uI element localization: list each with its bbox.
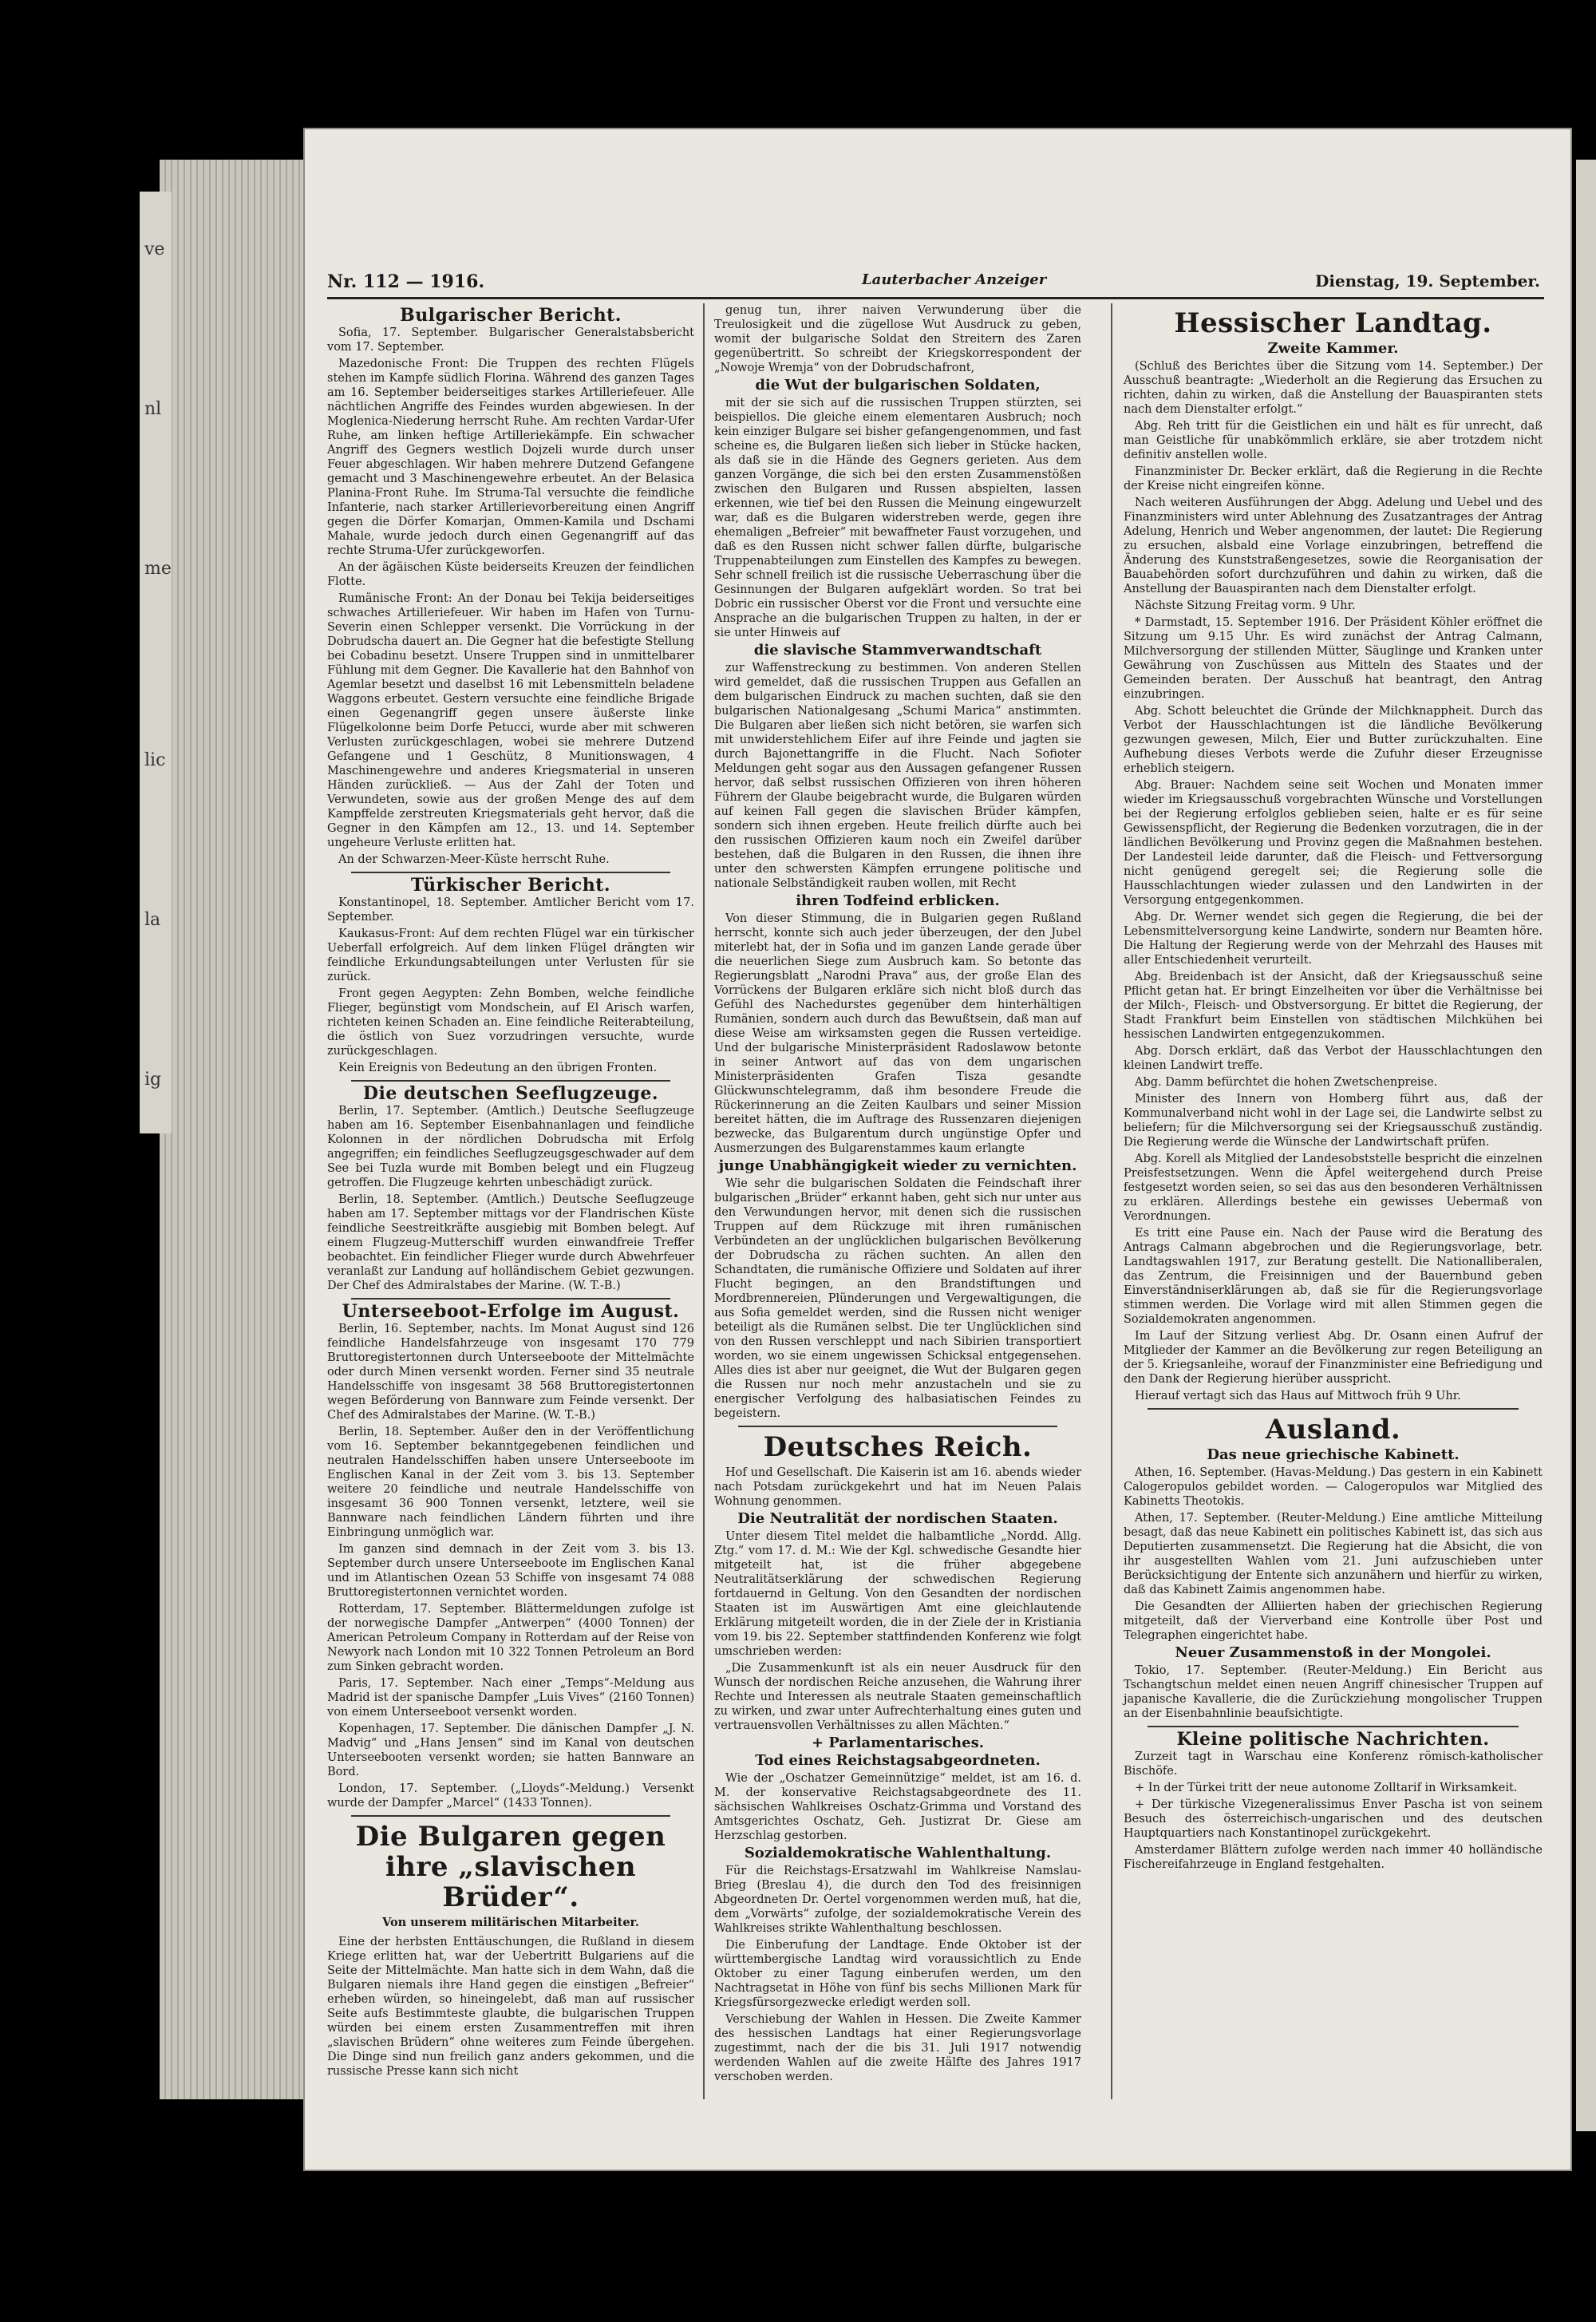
subheading: Neuer Zusammenstoß in der Mongolei. bbox=[1175, 1644, 1491, 1661]
paragraph: Amsterdamer Blättern zufolge werden nach immer 40 holländische Fischereifahrzeuge in England festgehalten. bbox=[1124, 1844, 1543, 1871]
paragraph: Abg. Dorsch erklärt, daß das Verbot der Hausschlachtungen den kleinen Landwirt treffe. bbox=[1124, 1045, 1543, 1072]
margin-fragment: me bbox=[144, 559, 172, 579]
subheading: junge Unabhängigkeit wieder zu vernichten. bbox=[718, 1157, 1077, 1174]
issue-number: Nr. 112 — 1916. bbox=[327, 271, 485, 292]
paragraph: Abg. Reh tritt für die Geistlichen ein und hält es für unrecht, daß man Geistliche für unabkömmlich erkläre, sie aber trotzdem nicht definitiv anstellen wolle. bbox=[1124, 420, 1543, 461]
paragraph: Im Lauf der Sitzung verliest Abg. Dr. Osann einen Aufruf der Mitglieder der Kammer an die Bevölkerung zur regen Beteiligung an der 5. Kriegsanleihe, worauf der Finanzminister eine Befriedigung und den Dank der Regierung hierüber ausspricht. bbox=[1124, 1330, 1543, 1386]
article-title: Die Bulgaren gegen ihre „slavischen Brüder“. bbox=[355, 1821, 666, 1913]
paragraph: Abg. Schott beleuchtet die Gründe der Milchknappheit. Durch das Verbot der Hausschlachtungen ist die ländliche Bevölkerung gezwungen gewesen, Milch, Eier und Butter zurückzuhalten. Eine Aufhebung dieses Verbots werde die Zufuhr dieser Erzeugnisse erheblich steigern. bbox=[1124, 705, 1543, 775]
separator bbox=[351, 1080, 670, 1082]
section-title: Ausland. bbox=[1265, 1414, 1401, 1446]
paragraph: Sofia, 17. September. Bulgarischer Generalstabsbericht vom 17. September. bbox=[327, 326, 694, 354]
subheading: Die Neutralität der nordischen Staaten. bbox=[737, 1510, 1058, 1527]
paragraph: Hierauf vertagt sich das Haus auf Mittwoch früh 9 Uhr. bbox=[1135, 1390, 1461, 1402]
column-1 bbox=[327, 303, 694, 2083]
paragraph: Kaukasus-Front: Auf dem rechten Flügel war ein türkischer Ueberfall erfolgreich. Auf dem linken Flügel drängten wir feindliche Erkundungsabteilungen unter Verlusten für sie zurück. bbox=[327, 928, 694, 983]
margin-fragment: la bbox=[144, 910, 161, 930]
paragraph: London, 17. September. („Lloyds“-Meldung.) Versenkt wurde der Dampfer „Marcel“ (1433 Tonnen). bbox=[327, 1782, 694, 1810]
subheading: die Wut der bulgarischen Soldaten, bbox=[755, 377, 1041, 394]
paragraph: Die Einberufung der Landtage. Ende Oktober ist der württembergische Landtag wird voraussichtlich zu Ende Oktober zu einer Tagung einberufen werden, um den Nachtragsetat in Höhe von fünf bis sechs Millionen Mark für Kriegsfürsorgezwecke erledigt werden soll. bbox=[714, 1939, 1081, 2009]
subheading: Tod eines Reichstagsabgeordneten. bbox=[755, 1752, 1041, 1769]
paragraph: „Die Zusammenkunft ist als ein neuer Ausdruck für den Wunsch der nordischen Reiche anzusehen, die Wahrung ihrer Rechte und Interessen als neutrale Staaten gemeinschaftlich zu wirken, und zwar unter Aufrechterhaltung eines guten und vertrauensvollen Verhältnisses zu allen Mächten.“ bbox=[714, 1662, 1081, 1732]
section-title: Deutsches Reich. bbox=[763, 1431, 1033, 1463]
paragraph: Berlin, 18. September. Außer den in der Veröffentlichung vom 16. September bekanntgegebenen feindlichen und neutralen Handelsschiffen haben unsere Unterseeboote im Englischen Kanal in der Zeit vom 3. bis 13. September weitere 20 feindliche und neutrale Handelsschiffe von insgesamt 36 900 Tonnen versenkt, letztere, weil sie Bannware nach feindlichen Ländern führten und ihre Einbringung unmöglich war. bbox=[327, 1426, 694, 1539]
paragraph: Wie sehr die bulgarischen Soldaten die Feindschaft ihrer bulgarischen „Brüder“ erkannt haben, geht sich nur unter aus den Verwundungen hervor, mit denen sich die russischen Truppen auf dem Rückzuge mit ihren rumänischen Verbündeten an der unglücklichen bulgarischen Bevölkerung der Dobrudscha zu rächen suchten. An allen den Schandtaten, die rumänische Offiziere und Soldaten auf ihrer Flucht begingen, an den Brandstiftungen und Mordbrennereien, Plünderungen und Vergewaltigungen, die aus Sofia gemeldet werden, sind die Russen nicht weniger beteiligt als die Rumänen selbst. Die ter Unglücklichen sind von den Russen verschleppt und nach Sibirien transportiert worden, wo sie einem ungewissen Schicksal entgegensehen. Alles dies ist aber nur geeignet, die Wut der Bulgaren gegen die Russen nur noch mehr anzustacheln und sie zu energischer Verfolgung des halbasiatischen Feindes zu begeistern. bbox=[714, 1177, 1081, 1420]
paragraph: Eine der herbsten Enttäuschungen, die Rußland in diesem Kriege erlitten hat, war der Uebertritt Bulgariens auf die Seite der Mittelmächte. Man hatte sich in dem Wahn, daß die Bulgaren niemals ihre Hand gegen die einstigen „Befreier“ erheben würden, so hineingelebt, daß man auf russischer Seite aufs Bestimmteste glaubte, die bulgarischen Truppen würden bei einem ersten Zusammentreffen mit ihren „slavischen Brüdern“ ohne weiteres zum Feinde übergehen. Die Dinge sind nun freilich ganz anders gekommen, und die russische Presse kann sich nicht bbox=[327, 1936, 694, 2078]
subheading: Zweite Kammer. bbox=[1267, 340, 1399, 357]
subheading: ihren Todfeind erblicken. bbox=[796, 892, 1000, 909]
newspaper-name: Lauterbacher Anzeiger bbox=[862, 271, 1047, 288]
separator bbox=[351, 872, 670, 873]
paragraph: Berlin, 17. September. (Amtlich.) Deutsche Seeflugzeuge haben am 16. September Eisenbahnanlagen und feindliche Kolonnen in der nördlichen Dobrudscha mit Erfolg angegriffen; ein feindliches Seeflugzeugsgeschwader auf dem See bei Tuzla wurde mit Bomben belegt und ein Flugzeug getroffen. Die Flugzeuge kehrten unbeschädigt zurück. bbox=[327, 1105, 694, 1189]
section-title: Hessischer Landtag. bbox=[1174, 307, 1492, 339]
paragraph: + In der Türkei tritt der neue autonome Zolltarif in Wirksamkeit. bbox=[1135, 1782, 1518, 1794]
paragraph: Rotterdam, 17. September. Blättermeldungen zufolge ist der norwegische Dampfer „Antwerpen“ (4000 Tonnen) der American Petroleum Company in Rotterdam auf der Reise von Newyork nach London mit 10 322 Tonnen Petroleum an Bord zum Sinken gebracht worden. bbox=[327, 1603, 694, 1673]
subheading: die slavische Stammverwandtschaft bbox=[753, 642, 1042, 659]
paragraph: Front gegen Aegypten: Zehn Bomben, welche feindliche Flieger, begünstigt vom Mondschein, auf El Arisch warfen, richteten keinen Schaden an. Eine feindliche Reiterabteilung, die östlich von Suez vorzudringen versuchte, wurde zurückgeschlagen. bbox=[327, 987, 694, 1058]
paragraph: genug tun, ihrer naiven Verwunderung über die Treulosigkeit und die zügellose Wut Ausdruck zu geben, womit der bulgarische Soldat den Streitern des Zaren gegenübertritt. So schreibt der Kriegskorrespondent der „Nowoje Wremja“ von der Dobrudschafront, bbox=[714, 304, 1081, 374]
paragraph: Mazedonische Front: Die Truppen des rechten Flügels stehen im Kampfe südlich Florina. Während des ganzen Tages am 16. September beiderseitiges starkes Artilleriefeuer. Alle nächtlichen Angriffe des Feindes wurden abgewiesen. In der Moglenica-Niederung herrscht Ruhe. Am rechten Vardar-Ufer Ruhe, am linken heftige Artilleriekämpfe. Ein schwacher Angriff des Gegners westlich Dojzeli wurde durch unser Feuer abgeschlagen. Wir haben mehrere Dutzend Gefangene gemacht und 3 Maschinengewehre erbeutet. An der Belasica Planina-Front Ruhe. Im Struma-Tal versuchte die feindliche Infanterie, nach starker Artillerievorbereitung einen Angriff gegen die Dörfer Komarjan, Ommen-Kamila und Dschami Mahale, wurde jedoch durch einen Gegenangriff auf das rechte Struma-Ufer zurückgeworfen. bbox=[327, 358, 694, 557]
paragraph: Verschiebung der Wahlen in Hessen. Die Zweite Kammer des hessischen Landtags hat einer Regierungsvorlage zugestimmt, nach der die bis 31. Juli 1917 notwendig werdenden Wahlen auf die zweite Hälfte des Jahres 1917 verschoben werden. bbox=[714, 2013, 1081, 2083]
subheading: + Parlamentarisches. bbox=[812, 1735, 984, 1751]
paragraph: Abg. Damm befürchtet die hohen Zwetschenpreise. bbox=[1135, 1076, 1438, 1089]
paragraph: Paris, 17. September. Nach einer „Temps“-Meldung aus Madrid ist der spanische Dampfer „Luis Vives“ (2160 Tonnen) von einem Unterseeboot versenkt worden. bbox=[327, 1677, 694, 1719]
paragraph: Kopenhagen, 17. September. Die dänischen Dampfer „J. N. Madvig“ und „Hans Jensen“ sind im Kanal von deutschen Unterseebooten versenkt worden; sie hatten Bannware an Bord. bbox=[327, 1723, 694, 1778]
separator bbox=[351, 1815, 670, 1817]
column-2 bbox=[714, 303, 1081, 2139]
paragraph: Athen, 17. September. (Reuter-Meldung.) Eine amtliche Mitteilung besagt, daß das neue Kabinett ein politisches Kabinett ist, das sich aus Deputierten zusammensetzt. Die Regierung hat die Absicht, die von ihr ausgestellten Wahlen vom 21. Juni aufzuschieben unter Berücksichtigung der Entente sich anzunähern und hierfür zu wirken, daß das Kabinett Zaimis angenommen habe. bbox=[1124, 1512, 1543, 1596]
masthead-rule bbox=[327, 297, 1544, 299]
subheading: Sozialdemokratische Wahlenthaltung. bbox=[744, 1845, 1052, 1861]
paragraph: (Schluß des Berichtes über die Sitzung vom 14. September.) Der Ausschuß beantragte: „Wiederholt an die Regierung das Ersuchen zu richten, dahin zu wirken, daß die Anstellung der Bauaspiranten stets nach dem Dienstalter erfolgt.“ bbox=[1124, 360, 1543, 416]
paragraph: Konstantinopel, 18. September. Amtlicher Bericht vom 17. September. bbox=[327, 896, 694, 924]
paragraph: * Darmstadt, 15. September 1916. Der Präsident Köhler eröffnet die Sitzung um 9.15 Uhr. Es wird zunächst der Antrag Calmann, Milchversorgung der stillenden Mütter, Säuglinge und Kranken unter Gewährung von Zuschüssen aus Mitteln des Staates und der Gemeinden beraten. Der Ausschuß hat beantragt, den Antrag einzubringen. bbox=[1124, 616, 1543, 701]
paragraph: Abg. Korell als Mitglied der Landesobststelle bespricht die einzelnen Preisfestsetzungen. Wenn die Äpfel weitergehend durch Preise festgesetzt worden seien, so sei das aus den besonderen Verhältnissen zu erklären. Allerdings bestehe ein gewisses Uebermaß von Verordnungen. bbox=[1124, 1153, 1543, 1223]
paragraph: Berlin, 16. September, nachts. Im Monat August sind 126 feindliche Handelsfahrzeuge von insgesamt 170 779 Bruttoregistertonnen durch Unterseeboote der Mittelmächte oder durch Minen versenkt worden. Ferner sind 35 neutrale Handelsschiffe von insgesamt 38 568 Bruttoregistertonnen wegen Beförderung von Bannware zum Feinde versenkt. Der Chef des Admiralstabes der Marine. (W. T.-B.) bbox=[327, 1323, 694, 1422]
paragraph: Im ganzen sind demnach in der Zeit vom 3. bis 13. September durch unsere Unterseeboote im Englischen Kanal und im Atlantischen Ozean 53 Schiffe von insgesamt 74 088 Bruttoregistertonnen vernichtet worden. bbox=[327, 1543, 694, 1599]
paragraph: Finanzminister Dr. Becker erklärt, daß die Regierung in die Rechte der Kreise nicht eingreifen könne. bbox=[1124, 465, 1543, 492]
paragraph: Es tritt eine Pause ein. Nach der Pause wird die Beratung des Antrags Calmann abgebrochen und die Regierungsvorlage, betr. Landtagswahlen 1917, zur Beratung gestellt. Die Nationalliberalen, das Zentrum, die Freisinnigen und der Bauernbund geben Einverständniserklärungen ab, daß sie für die Regierungsvorlage stimmen werden. Die Vorlage wird mit allen Stimmen gegen die Sozialdemokraten angenommen. bbox=[1124, 1227, 1543, 1326]
issue-date: Dienstag, 19. September. bbox=[1315, 271, 1540, 291]
paragraph: Für die Reichstags-Ersatzwahl im Wahlkreise Namslau-Brieg (Breslau 4), die durch den Tod des freisinnigen Abgeordneten Dr. Oertel vorgenommen werden muß, hat die, dem „Vorwärts“ zufolge, der sozialdemokratische Verein des Wahlkreises strikte Wahlenthaltung beschlossen. bbox=[714, 1865, 1081, 1935]
paragraph: Tokio, 17. September. (Reuter-Meldung.) Ein Bericht aus Tschangtschun meldet einen neuen Angriff chinesischer Truppen auf japanische Kavallerie, die die Zurückziehung mongolischer Truppen an der Eisenbahnlinie beaufsichtigte. bbox=[1124, 1664, 1543, 1720]
section-title: Kleine politische Nachrichten. bbox=[1176, 1729, 1490, 1750]
paragraph: Abg. Brauer: Nachdem seine seit Wochen und Monaten immer wieder im Kriegsausschuß vorgebrachten Wünsche und Vorstellungen bei der Regierung erfolglos geblieben seien, halte er es für seine Gewissenspflicht, der Regierung die Bedenken vorzutragen, die in der ländlichen Bevölkerung und Provinz gegen die Maßnahmen bestehen. Der Landesteil leide darunter, daß die Fleisch- und Fettversorgung nicht genügend geregelt sei; die Regierung solle die Hausschlachtungen wieder zulassen und den Landwirten in der Versorgung entgegenkommen. bbox=[1124, 779, 1543, 907]
paragraph: Von dieser Stimmung, die in Bulgarien gegen Rußland herrscht, konnte sich auch jeder überzeugen, der den Jubel miterlebt hat, der in Sofia und im ganzen Lande gerade über die neuerlichen Siege zum Ausbruch kam. So betonte das Regierungsblatt „Narodni Prava“ aus, der große Elan des Vorrückens der Bulgaren erkläre sich nicht bloß durch das Gefühl des Nachedurstes gegenüber dem hinterhältigen Rumänien, sondern auch durch das Bewußtsein, daß man auf diese Weise am wirksamsten gegen die Russen verteidige. Und der bulgarische Ministerpräsident Radoslawow betonte in seiner Antwort auf das von dem ungarischen Ministerpräsidenten Grafen Tisza gesandte Glückwunschtelegramm, daß ihm besondere Freude die Rückerinnerung an die Zeiten Kaulbars und seiner Mission bereitet hätten, die im Auftrage des Russenzaren diejenigen bezwecke, das Bulgarentum durch ungünstige Opfer und Ausmerzungen des Bulgarenstammes kaum erlangte bbox=[714, 912, 1081, 1155]
paragraph: An der Schwarzen-Meer-Küste herrscht Ruhe. bbox=[338, 853, 610, 866]
paragraph: Nächste Sitzung Freitag vorm. 9 Uhr. bbox=[1135, 599, 1356, 612]
paragraph: Zurzeit tagt in Warschau eine Konferenz römisch-katholischer Bischöfe. bbox=[1124, 1750, 1543, 1778]
paragraph: + Der türkische Vizegeneralissimus Enver Pascha ist von seinem Besuch des österreichisch-ungarischen und des deutschen Hauptquartiers nach Konstantinopel zurückgekehrt. bbox=[1124, 1798, 1543, 1840]
column-3 bbox=[1124, 303, 1543, 2139]
column-divider bbox=[703, 303, 705, 2099]
paragraph: Die Gesandten der Alliierten haben der griechischen Regierung mitgeteilt, daß der Vierverband eine Kontrolle über Post und Telegraphen eingerichtet habe. bbox=[1124, 1600, 1543, 1642]
article-title: Türkischer Bericht. bbox=[410, 875, 611, 896]
column-divider bbox=[1111, 303, 1112, 2099]
article-title: Unterseeboot-Erfolge im August. bbox=[342, 1301, 680, 1322]
next-page-strip bbox=[1576, 160, 1596, 2131]
margin-fragment: lic bbox=[144, 750, 166, 770]
subheading: Das neue griechische Kabinett. bbox=[1207, 1446, 1460, 1463]
paragraph: Minister des Innern von Homberg führt aus, daß der Kommunalverband nicht wohl in der Lage sei, die Landwirte selbst zu beliefern; für die Milchversorgung sei der Kriegsausschuß zuständig. Die Regierung werde die Wünsche der Landwirtschaft prüfen. bbox=[1124, 1093, 1543, 1149]
article-title: Die deutschen Seeflugzeuge. bbox=[362, 1083, 659, 1104]
paragraph: Athen, 16. September. (Havas-Meldung.) Das gestern in ein Kabinett Calogeropulos gebildet worden. — Calogeropulos war Mitglied des Kabinetts Theotokis. bbox=[1124, 1466, 1543, 1508]
paragraph: mit der sie sich auf die russischen Truppen stürzten, sei beispiellos. Die gleiche einem elementaren Ausbruch; noch kein einziger Bulgare sei bisher gefangengenommen, und fast scheine es, die Bulgaren ließen sich lieber in Stücke hacken, als daß sie in die Hände des Gegners gerieten. Aus dem ganzen Vorgänge, die sich bei den ersten Zusammenstößen zwischen den Bulgaren und Russen abspielten, lassen erkennen, wie tief bei den Russen die Meinung eingewurzelt war, daß es die Bulgaren widerstreben werde, gegen ihre ehemaligen „Befreier“ mit bewaffneter Faust vorzugehen, und daß es den Russen nicht schwer fallen dürfte, bulgarische Truppenabteilungen zum Einstellen des Kampfes zu bewegen. Sehr schnell freilich ist die russische Ueberraschung über die Gesinnungen der Bulgaren aufgeklärt worden. So trat bei Dobric ein russischer Oberst vor die Front und versuchte eine Ansprache an die bulgarischen Truppen zu halten, in der er sie unter Hinweis auf bbox=[714, 397, 1081, 639]
byline: Von unserem militärischen Mitarbeiter. bbox=[382, 1916, 639, 1929]
separator bbox=[738, 1426, 1057, 1427]
paragraph: Unter diesem Titel meldet die halbamtliche „Nordd. Allg. Ztg.“ vom 17. d. M.: Wie der Kgl. schwedische Gesandte hier mitgeteilt hat, ist die früher abgegebene Neutralitätserklärung der schwedischen Regierung fortdauernd in Geltung. Von den Gesandten der nordischen Staaten ist im Auswärtigen Amt eine gleichlautende Erklärung mitgeteilt worden, die in der Ziele der in Kristiania vom 19. bis 22. September stattfindenden Konferenz wie folgt umschrieben werden: bbox=[714, 1530, 1081, 1658]
article-title: Bulgarischer Bericht. bbox=[400, 305, 622, 326]
margin-fragment: ve bbox=[144, 239, 165, 259]
margin-fragment: ig bbox=[144, 1070, 162, 1090]
previous-page-strip bbox=[140, 192, 172, 1133]
paragraph: Rumänische Front: An der Donau bei Tekija beiderseitiges schwaches Artilleriefeuer. Wir haben im Hafen von Turnu-Severin einen Schlepper versenkt. Die Vorrückung in der Dobrudscha dauert an. Die Gegner hat die befestigte Stellung bei Cobadinu besetzt. Unsere Truppen sind in unmittelbarer Fühlung mit dem Gegner. Die Kavallerie hat den Bahnhof von Agemlar besetzt und daselbst 16 mit Lebensmitteln beladene Waggons erbeutet. Gestern versuchte eine feindliche Brigade einen Gegenangriff gegen unsere äußerste linke Flügelkolonne beim Dorfe Petucci, wurde aber mit schweren Verlusten zurückgeschlagen, wobei sie mehrere Dutzend Gefangene und 1 Geschütz, 8 Munitionswagen, 4 Maschinengewehre und anderes Kriegsmaterial in unseren Händen zurückließ. — Aus der Zahl der Toten und Verwundeten, sowie aus der großen Menge des auf dem Kampffelde zerstreuten Kriegsmaterials geht hervor, daß die Gegner in den Kämpfen am 12., 13. und 14. September ungeheure Verluste erlitten hat. bbox=[327, 592, 694, 849]
paragraph: Abg. Dr. Werner wendet sich gegen die Regierung, die bei der Lebensmittelversorgung keine Landwirte, sondern nur Beamten höre. Die Haltung der Regierung werde von der Mehrzahl des Hauses mit aller Entschiedenheit verurteilt. bbox=[1124, 911, 1543, 967]
paragraph: Kein Ereignis von Bedeutung an den übrigen Fronten. bbox=[338, 1062, 658, 1074]
paragraph: Nach weiteren Ausführungen der Abgg. Adelung und Uebel und des Finanzministers wird unter Ablehnung des Zusatzantrages der Antrag Adelung, Henrich und Weber angenommen, der lautet: Die Regierung zu ersuchen, alsbald eine Vorlage einzubringen, betreffend die Änderung des Kunststraßengesetzes, sowie die Reorganisation der Bauabehörden sofort durchzuführen und dahin zu wirken, daß die Anstellung der Bauaspiranten nach dem Dienstalter erfolgt. bbox=[1124, 496, 1543, 595]
paragraph: Wie der „Oschatzer Gemeinnützige“ meldet, ist am 16. d. M. der konservative Reichstagsabgeordnete des 11. sächsischen Wahlkreises Oschatz-Grimma und Vorstand des Amtsgerichtes Oschatz, Geh. Justizrat Dr. Giese am Herzschlag gestorben. bbox=[714, 1772, 1081, 1842]
separator bbox=[1148, 1408, 1519, 1410]
margin-fragment: nl bbox=[144, 399, 162, 419]
separator bbox=[351, 1298, 670, 1299]
paragraph: Abg. Breidenbach ist der Ansicht, daß der Kriegsausschuß seine Pflicht getan hat. Er bringt Einzelheiten vor über die Verhältnisse bei der Milch-, Fleisch- und Obstversorgung. Er bittet die Regierung, der Stadt Frankfurt beim Einstellen von städtischen Milchkühen bei hessischen Landwirten entgegenzukommen. bbox=[1124, 971, 1543, 1041]
paragraph: zur Waffenstreckung zu bestimmen. Von anderen Stellen wird gemeldet, daß die russischen Truppen aus Gefallen an dem bulgarischen Eindruck zu machen suchten, daß sie den bulgarischen Nationalgesang „Schumi Marica“ anstimmten. Die Bulgaren aber ließen sich nicht betören, sie warfen sich mit unwiderstehlichem Eifer auf ihre Feinde und jagten sie durch Bajonettangriffe in die Flucht. Nach Sofioter Meldungen geht sogar aus den Aussagen gefangener Russen hervor, daß selbst russischen Offizieren von ihren höheren Führern der Glaube beigebracht wurde, die Bulgaren würden auf keinen Fall gegen die slavischen Brüder kämpfen, sondern sich ihnen ergeben. Heute freilich dürfte auch bei den russischen Offizieren kaum noch ein Zweifel darüber bestehen, daß die Bulgaren in den Russen, die ihnen ihre unter den schwersten Kämpfen errungene politische und nationale Selbständigkeit rauben wollen, mit Recht bbox=[714, 662, 1081, 890]
separator bbox=[1148, 1726, 1519, 1727]
paragraph: An der ägäischen Küste beiderseits Kreuzen der feindlichen Flotte. bbox=[327, 561, 694, 588]
paragraph: Hof und Gesellschaft. Die Kaiserin ist am 16. abends wieder nach Potsdam zurückgekehrt und hat im Neuen Palais Wohnung genommen. bbox=[714, 1466, 1081, 1508]
paragraph: Berlin, 18. September. (Amtlich.) Deutsche Seeflugzeuge haben am 17. September mittags vor der Flandrischen Küste feindliche Seestreitkräfte ausgiebig mit Bomben belegt. Auf einem Flugzeug-Mutterschiff wurden einwandfreie Treffer beobachtet. Ein feindlicher Flieger wurde durch Abwehrfeuer veranlaßt zur Landung auf holländischem Gebiet gezwungen. Der Chef des Admiralstabes der Marine. (W. T.-B.) bbox=[327, 1193, 694, 1292]
